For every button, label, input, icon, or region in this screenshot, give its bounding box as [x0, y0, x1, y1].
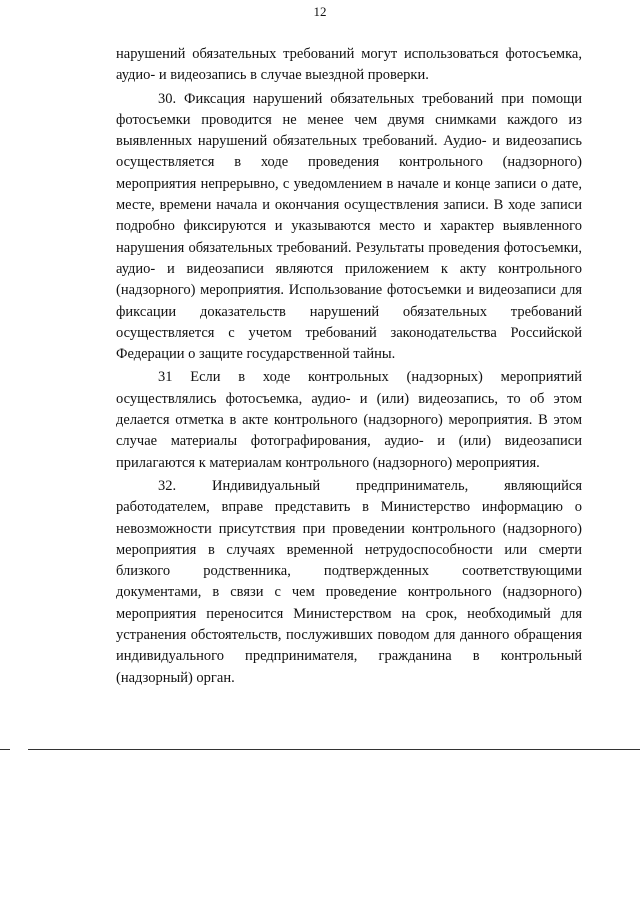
paragraph-30: 30. Фиксация нарушений обязательных требований при помощи фотосъемки проводится не менее чем двумя снимками каждого из выявленных нарушений обязательных требований. Аудио- и видеозапись осуществляется в ходе проведения контрольного (надзорного) мероприятия непрерывно, с уведомлением в начале и конце записи о дате, месте, времени начала и окончания осуществления записи. В ходе записи подробно фиксируются и указываются место и характер выявленного нарушения обязательных требований. Результаты проведения фотосъемки, аудио- и видеозаписи являются приложением к акту контрольного (надзорного) мероприятия. Использование фотосъемки и видеозаписи для фиксации доказательств нарушений обязательных требований осуществляется с учетом требований законодательства Российской Федерации о защите государственной тайны. [116, 90, 582, 363]
footer-rule [28, 749, 640, 750]
paragraph-32: 32. Индивидуальный предприниматель, являющийся работодателем, вправе представить в Министерство информацию о невозможности присутствия при проведении контрольного (надзорного) мероприятия в случаях временной нетрудоспособности или смерти близкого родственника, подтвержденных соответствующими документами, в связи с чем проведение контрольного (надзорного) мероприятия переносится Министерством на срок, необходимый для устранения обстоятельств, послуживших поводом для данного обращения индивидуального предпринимателя, гражданина в контрольный (надзорный) орган. [116, 477, 582, 686]
page-number: 12 [313, 4, 327, 19]
footer-rule-left-mark [0, 749, 10, 750]
paragraph-31: 31 Если в ходе контрольных (надзорных) мероприятий осуществлялись фотосъемка, аудио- и (или) видеозапись, то об этом делается отметка в акте контрольного (надзорного) мероприятия. В этом случае материалы фотографирования, аудио- и (или) видеозаписи прилагаются к материалам контрольного (надзорного) мероприятия. [116, 369, 582, 471]
paragraph-continuation: нарушений обязательных требований могут использоваться фотосъемка, аудио- и видеозапись в случае выездной проверки. [116, 46, 582, 84]
text-block-top [116, 44, 582, 689]
